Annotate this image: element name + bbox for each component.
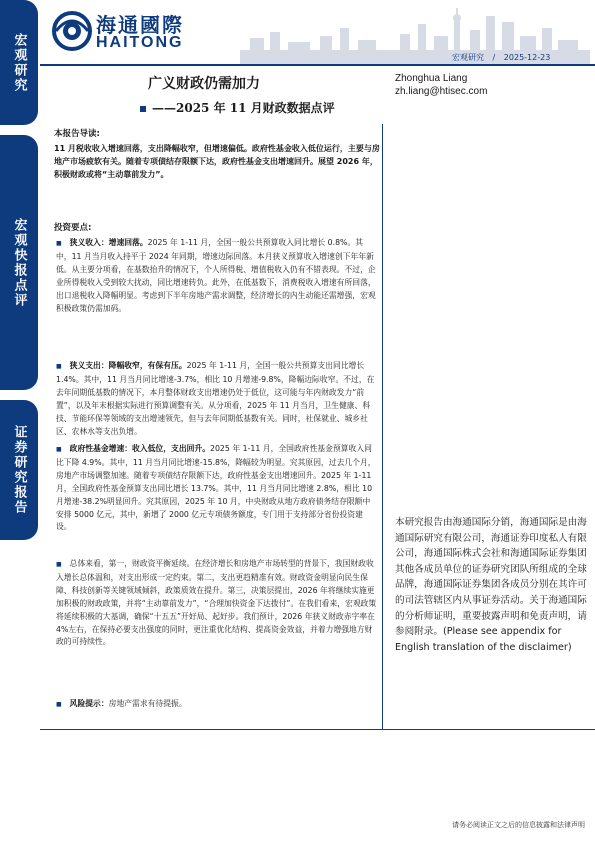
logo-chinese-name: 海通國際 [96,13,184,37]
sidebar-tab-securities-report: 证券研究报告 [0,400,38,540]
header-date: 2025-12-23 [503,53,551,62]
point-item-risk [56,698,378,712]
bullet-icon: ■ [56,363,62,370]
point-item-revenue [56,237,378,315]
guide-heading: 本报告导读: [54,129,100,139]
header-category: 宏观研究 [452,53,484,62]
main-content [52,124,383,729]
company-logo [52,9,212,53]
report-subtitle [140,99,335,116]
report-title: 广义财政仍需加力 [148,76,260,92]
header-divider [40,64,595,66]
bullet-icon: ■ [56,561,62,568]
point-item-government-fund [56,443,378,534]
header-separator: / [492,53,496,62]
header-meta [452,52,550,63]
point-lead: 风险提示： [69,699,109,708]
point-text: 房地产需求有待提振。 [108,699,187,708]
point-lead: 狭义支出：降幅收窄，有保有压。 [69,361,187,370]
bullet-icon: ■ [56,446,62,453]
footer-divider [40,729,595,730]
point-text: 总体来看，第一，财政资平衡延续。在经济增长和房地产市场转型的背景下，我国财政收入增长总体温和，对支出形成一定约束。第二，支出更趋精准有效。财政资金明显向民生保障、科技创新等关键领域倾斜，政策质效在提升。第三，决策层提出，2026 年将继续实施更加积极的财政政策，并将“主动靠前发力”，“合理加快资金下达拨付”。在我们看来，宏观政策将延续积极的大基调，确保“十五五”开好局、起好步。我们预计，2026 年狭义财政赤字率在 4%左右，在保持必要支出强度的同时，更注重优化结构、提高资金效益，并着力增强地方财政的可持续性。 [56,559,377,647]
point-item-summary [56,558,378,649]
sidebar-tab-macro-commentary: 宏观快报点评 [0,135,38,390]
author-email[interactable]: zh.liang@htisec.com [395,86,488,97]
sidebar-tab-macro-research: 宏观研究 [0,0,38,125]
bullet-icon: ■ [56,701,62,708]
haitong-logo-icon [52,9,92,53]
distribution-disclaimer: 本研究报告由海通国际分销，海通国际是由海通国际研究有限公司，海通证券印度私人有限公司，海通国际株式会社和海通国际证券集团其他各成员单位的证券研究团队所组成的全球品牌，海通国际证券集团各成员分别在其许可的司法管辖区内从事证券活动。关于海通国际的分析师证明，重要披露声明和免责声明，请参阅附录。(Please see appendix for English translation of the disclaimer) [395,517,587,653]
guide-text: 11 月税收收入增速回落，支出降幅收窄，但增速偏低。政府性基金收入低位运行，主要与房地产市场疲软有关。随着专项债结存限额下达，政府性基金支出增速回升。展望 2026 年，积极财政或将“主动靠前发力”。 [54,144,380,179]
point-lead: 狭义收入：增速回落。 [69,238,148,247]
report-subtitle-text: ——2025 年 11 月财政数据点评 [152,101,335,115]
logo-english-name: HAITONG [96,34,184,51]
points-heading: 投资要点: [54,223,92,233]
point-item-expenditure [56,360,378,438]
sidebar [0,0,40,841]
square-bullet-icon [140,106,146,112]
bullet-icon: ■ [56,240,62,247]
author-name: Zhonghua Liang [395,73,468,84]
point-text: 2025 年 1-11 月，全国政府性基金预算收入同比下降 4.9%。其中，11 月当月同比增速-15.8%，降幅较为明显。究其原因，过去几个月，房地产市场调整加速。随着专项债结存限额下达，政府性基金支出增速回升。2025 年 1-11 月，全国政府性基金预算支出同比增长 13.7%。其中，11 月当月同比增速 2.8%，相比 10 月增速-38.2%明显回升。究其原因，2025 年 10 月，中央财政从地方政府债务结存限额中安排 5000 亿元，其中，新增了 2000 亿元专项债务额度，专门用于支持部分省份投资建设。 [56,444,376,532]
point-text: 2025 年 1-11 月，全国一般公共预算支出同比增长 1.4%。其中，11 月当月同比增速-3.7%，相比 10 月增速-9.8%，降幅边际收窄。不过，在去年同期低基数的情况下，本月整体财政支出增速仍处于低位，这可能与年内财政发力“前置”，以及年末根据实际进行预算调整有关。从分项看，2025 年 11 月当月，卫生健康、科技、节能环保等领域的支出增速领先，但与去年同期低基数有关。同时，社保就业、城乡社区、农林水等支出负增。 [56,361,375,436]
point-lead: 政府性基金增速：收入低位，支出回升。 [69,444,211,453]
footer-notice: 请务必阅读正文之后的信息披露和法律声明 [452,821,585,829]
point-text: 2025 年 1-11 月，全国一般公共预算收入同比增长 0.8%。其中，11 月当月收入持平于 2024 年同期，增速边际回落。本月狭义预算收入增速创下年年新低。从主要分项看，在基数抬升的情况下，个人所得税、增值税收入仍有不错表现。不过，企业所得税收入受到较大扰动，同比增速转负。此外，在低基数下，消费税收入增速有所回落，出口退税收入降幅明显。考虑到下半年房地产需求调整，经济增长的内生动能还需增强，宏观积极政策仍需加码。 [56,238,376,313]
